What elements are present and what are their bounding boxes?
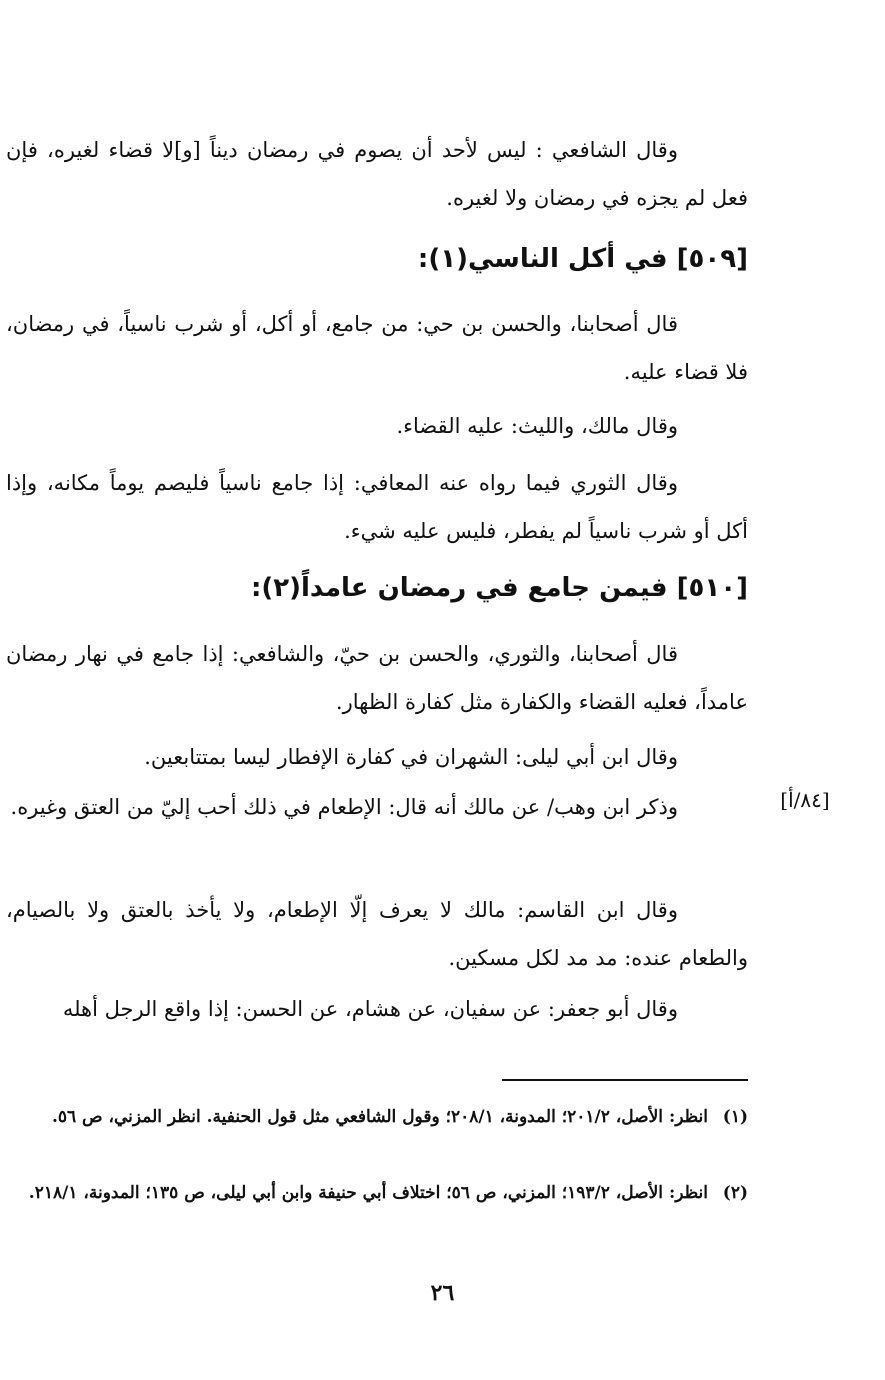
section-heading-509: [٥٠٩] في أكل الناسي(١):: [417, 244, 748, 274]
paragraph-ibn-qasim: وقال ابن القاسم: مالك لا يعرف إلّا الإطعام، ولا يأخذ بالعتق ولا بالصيام، والطعام عنده: مد مد لكل مسكين.: [6, 898, 748, 970]
footnote-text: انظر: الأصل، ١٩٣/٢؛ المزني، ص ٥٦؛ اختلاف أبي حنيفة وابن أبي ليلى، ص ١٣٥؛ المدونة، ٢١٨/١.: [28, 1183, 708, 1203]
footnote-number: (١): [722, 1107, 748, 1127]
paragraph-ashabuna-nasi: قال أصحابنا، والحسن بن حي: من جامع، أو أكل، أو شرب ناسياً، في رمضان، فلا قضاء عليه.: [6, 312, 748, 384]
footnote-separator: [502, 1079, 748, 1081]
paragraph-shafii-ramadan: وقال الشافعي : ليس لأحد أن يصوم في رمضان ديناً [و]لا قضاء لغيره، فإن فعل لم يجزه في رمضان ولا لغيره.: [6, 138, 748, 210]
paragraph-abu-jafar: وقال أبو جعفر: عن سفيان، عن هشام، عن الحسن: إذا واقع الرجل أهله: [62, 997, 678, 1021]
footnote-number: (٢): [722, 1183, 748, 1203]
paragraph-ibn-wahb: وذكر ابن وهب/ عن مالك أنه قال: الإطعام في ذلك أحب إليّ من العتق وغيره.: [10, 795, 678, 819]
manuscript-folio-marker: [٨٤/أ]: [780, 788, 830, 812]
paragraph-malik-layth: وقال مالك، والليث: عليه القضاء.: [396, 414, 678, 438]
footnote-text: انظر: الأصل، ٢٠١/٢؛ المدونة، ٢٠٨/١؛ وقول الشافعي مثل قول الحنفية. انظر المزني، ص ٥٦.: [51, 1107, 708, 1127]
paragraph-thawri: وقال الثوري فيما رواه عنه المعافي: إذا جامع ناسياً فليصم يوماً مكانه، وإذا أكل أو شرب ناسياً لم يفطر، فليس عليه شيء.: [6, 471, 748, 543]
footnote-1: [8, 1100, 748, 1134]
page-number: ٢٦: [430, 1280, 455, 1306]
paragraph-ibn-abi-layla: وقال ابن أبي ليلى: الشهران في كفارة الإفطار ليسا بمتتابعين.: [144, 745, 678, 769]
footnote-2: [8, 1176, 748, 1210]
paragraph-kaffara: قال أصحابنا، والثوري، والحسن بن حيّ، والشافعي: إذا جامع في نهار رمضان عامداً، فعليه القضاء والكفارة مثل كفارة الظهار.: [6, 642, 748, 714]
section-heading-510: [٥١٠] فيمن جامع في رمضان عامداً(٢):: [250, 573, 748, 603]
